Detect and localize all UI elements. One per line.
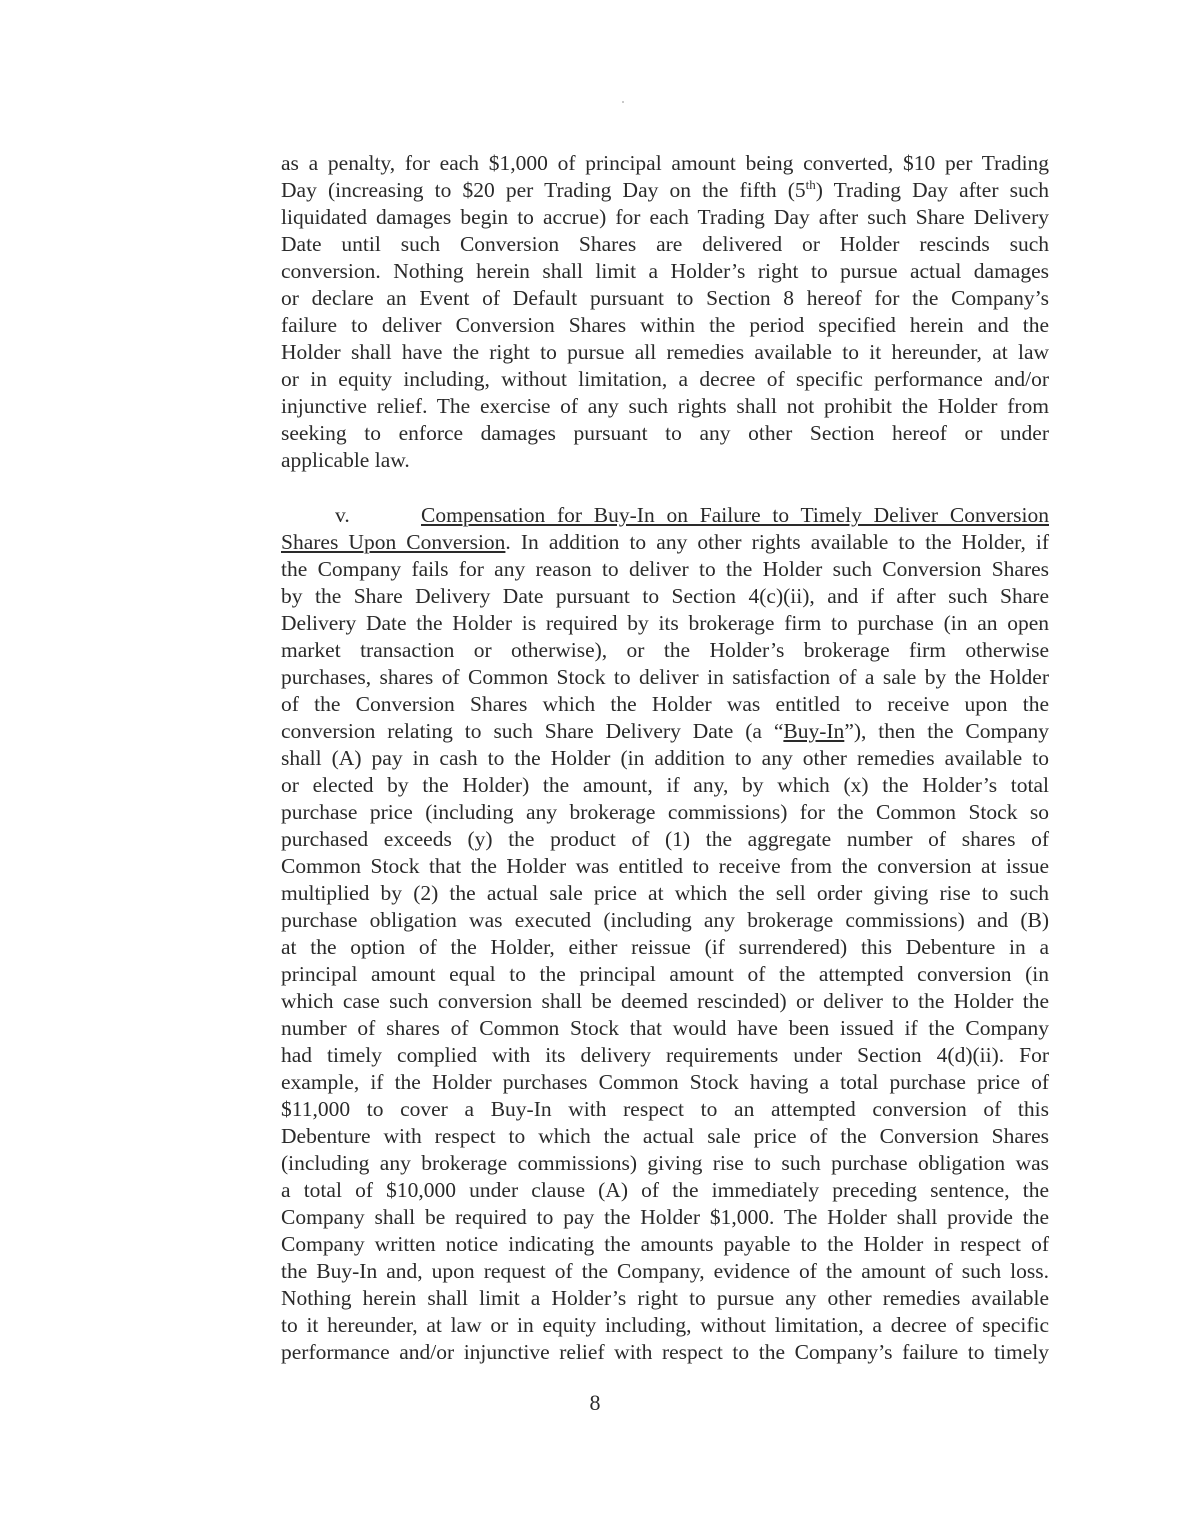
defined-term-buy-in: Buy-In (783, 719, 845, 743)
text-line: performance and/or injunctive relief with respect to the Company’s failure to timely (281, 1340, 1050, 1364)
text-line: Delivery Date the Holder is required by its brokerage firm to purchase (in an open (281, 611, 1050, 635)
text-line: purchase obligation was executed (including any brokerage commissions) and (B) (281, 908, 1049, 932)
paragraph-buy-in (281, 502, 1049, 1366)
text-line: seeking to enforce damages pursuant to any other Section hereof or under (281, 421, 1049, 445)
paragraph-penalty (281, 150, 1049, 474)
page-number: 8 (589, 1390, 601, 1415)
text-line: number of shares of Common Stock that would have been issued if the Company (281, 1016, 1049, 1040)
text-line: of the Conversion Shares which the Holder was entitled to receive upon the (281, 692, 1050, 716)
text-line: Company shall be required to pay the Holder $1,000. The Holder shall provide the (281, 1205, 1049, 1229)
text-line: which case such conversion shall be deemed rescinded) or deliver to the Holder the (281, 989, 1049, 1013)
text-line: $11,000 to cover a Buy-In with respect to an attempted conversion of this (281, 1097, 1049, 1121)
text-line: a total of $10,000 under clause (A) of the immediately preceding sentence, the (281, 1178, 1049, 1202)
text-line: by the Share Delivery Date pursuant to Section 4(c)(ii), and if after such Share (281, 584, 1049, 608)
text-line: purchased exceeds (y) the product of (1) the aggregate number of shares of (281, 827, 1049, 851)
text-line: market transaction or otherwise), or the Holder’s brokerage firm otherwise (281, 638, 1049, 662)
text-line: the Buy-In and, upon request of the Company, evidence of the amount of such loss. (281, 1259, 1050, 1283)
text-line: failure to deliver Conversion Shares within the period specified herein and the (281, 313, 1050, 337)
text-line: at the option of the Holder, either reissue (if surrendered) this Debenture in a (281, 935, 1049, 959)
text-line: purchases, shares of Common Stock to deliver in satisfaction of a sale by the Holder (281, 665, 1050, 689)
text-line: Shares Upon Conversion. In addition to any other rights available to the Holder, if (281, 530, 1050, 554)
text-line: liquidated damages begin to accrue) for each Trading Day after such Share Delivery (281, 205, 1049, 229)
section-heading-cont: Shares Upon Conversion (281, 530, 506, 554)
text-line: or in equity including, without limitation, a decree of specific performance and/or (281, 367, 1050, 391)
text-line: Holder shall have the right to pursue all remedies available to it hereunder, at law (281, 340, 1050, 364)
text-line: Day (increasing to $20 per Trading Day on the fifth (5th) Trading Day after such (281, 176, 1050, 202)
text-line: or elected by the Holder) the amount, if any, by which (x) the Holder’s total (281, 773, 1049, 797)
text-line: injunctive relief. The exercise of any such rights shall not prohibit the Holder from (281, 394, 1049, 418)
text-line: conversion. Nothing herein shall limit a Holder’s right to pursue actual damages (281, 259, 1049, 283)
section-label: v. (335, 503, 350, 527)
text-line: Common Stock that the Holder was entitled to receive from the conversion at issue (281, 854, 1049, 878)
scan-speck (622, 101, 624, 103)
text-line: example, if the Holder purchases Common Stock having a total purchase price of (281, 1070, 1050, 1094)
text-line: principal amount equal to the principal amount of the attempted conversion (in (281, 962, 1049, 986)
text-line: or declare an Event of Default pursuant to Section 8 hereof for the Company’s (281, 286, 1050, 310)
text-line: to it hereunder, at law or in equity including, without limitation, a decree of specific (281, 1313, 1050, 1337)
text-line: as a penalty, for each $1,000 of principal amount being converted, $10 per Trading (281, 151, 1050, 175)
text-line: the Company fails for any reason to deliver to the Holder such Conversion Shares (281, 557, 1050, 581)
text-line: Debenture with respect to which the actual sale price of the Conversion Shares (281, 1124, 1049, 1148)
text-line: purchase price (including any brokerage commissions) for the Common Stock so (281, 800, 1049, 824)
text-line: Nothing herein shall limit a Holder’s right to pursue any other remedies available (281, 1286, 1049, 1310)
text-line: (including any brokerage commissions) giving rise to such purchase obligation was (281, 1151, 1050, 1175)
section-heading: Compensation for Buy-In on Failure to Timely Deliver Conversion (421, 503, 1049, 527)
text-line: applicable law. (281, 448, 410, 472)
text-line: Date until such Conversion Shares are delivered or Holder rescinds such (281, 232, 1050, 256)
text-line: had timely complied with its delivery requirements under Section 4(d)(ii). For (281, 1043, 1049, 1067)
text-line: shall (A) pay in cash to the Holder (in addition to any other remedies available to (281, 746, 1049, 770)
text-line: conversion relating to such Share Delivery Date (a “Buy-In”), then the Company (281, 719, 1049, 743)
text-line: multiplied by (2) the actual sale price at which the sell order giving rise to such (281, 881, 1049, 905)
section-heading-line (281, 502, 1049, 529)
text-line: Company written notice indicating the amounts payable to the Holder in respect of (281, 1232, 1049, 1256)
